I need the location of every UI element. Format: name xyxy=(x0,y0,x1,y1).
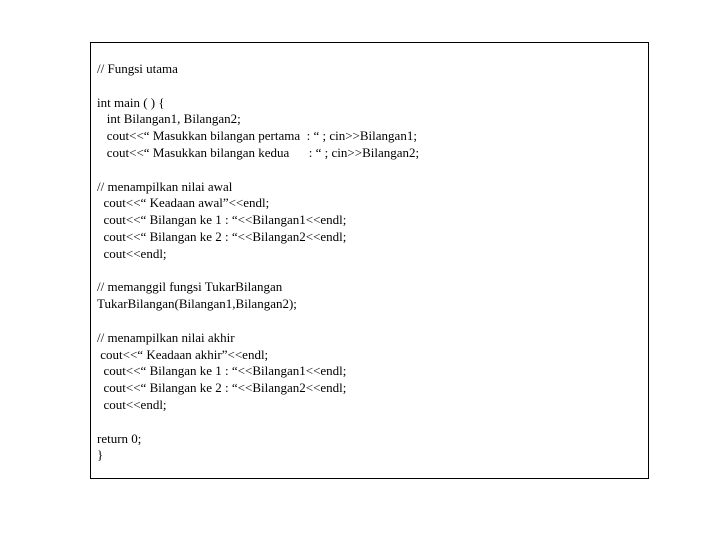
code-listing-box xyxy=(90,42,649,479)
code-line: cout<<“ Bilangan ke 1 : “<<Bilangan1<<endl; xyxy=(97,212,347,228)
code-line: // Fungsi utama xyxy=(97,61,178,76)
code-line: cout<<“ Bilangan ke 2 : “<<Bilangan2<<endl; xyxy=(97,228,347,244)
code-line: // menampilkan nilai akhir xyxy=(97,329,235,345)
code-line: cout<<“ Masukkan bilangan kedua : “ ; cin>>Bilangan2; xyxy=(97,144,420,160)
code-line: TukarBilangan(Bilangan1,Bilangan2); xyxy=(97,296,297,312)
code-line: cout<<“ Bilangan ke 1 : “<<Bilangan1<<endl; xyxy=(97,363,347,379)
code-line: // menampilkan nilai awal xyxy=(97,178,233,194)
code-lines xyxy=(97,61,419,464)
code-line: cout<<“ Keadaan akhir”<<endl; xyxy=(97,346,269,362)
code-line: cout<<“ Bilangan ke 2 : “<<Bilangan2<<endl; xyxy=(97,380,347,396)
code-line: cout<<endl; xyxy=(97,396,167,412)
code-line: cout<<endl; xyxy=(97,245,167,261)
code-line: } xyxy=(97,447,104,463)
code-line: return 0; xyxy=(97,430,142,446)
code-line xyxy=(97,263,419,280)
code-line: cout<<“ Masukkan bilangan pertama : “ ; cin>>Bilangan1; xyxy=(97,128,417,144)
code-line: int Bilangan1, Bilangan2; xyxy=(97,111,241,127)
code-line xyxy=(97,162,419,179)
code-line: int main ( ) { xyxy=(97,94,165,110)
code-line xyxy=(97,78,419,95)
code-line xyxy=(97,414,419,431)
code-line xyxy=(97,313,419,330)
code-line: // memanggil fungsi TukarBilangan xyxy=(97,279,283,295)
code-line: cout<<“ Keadaan awal”<<endl; xyxy=(97,195,270,211)
